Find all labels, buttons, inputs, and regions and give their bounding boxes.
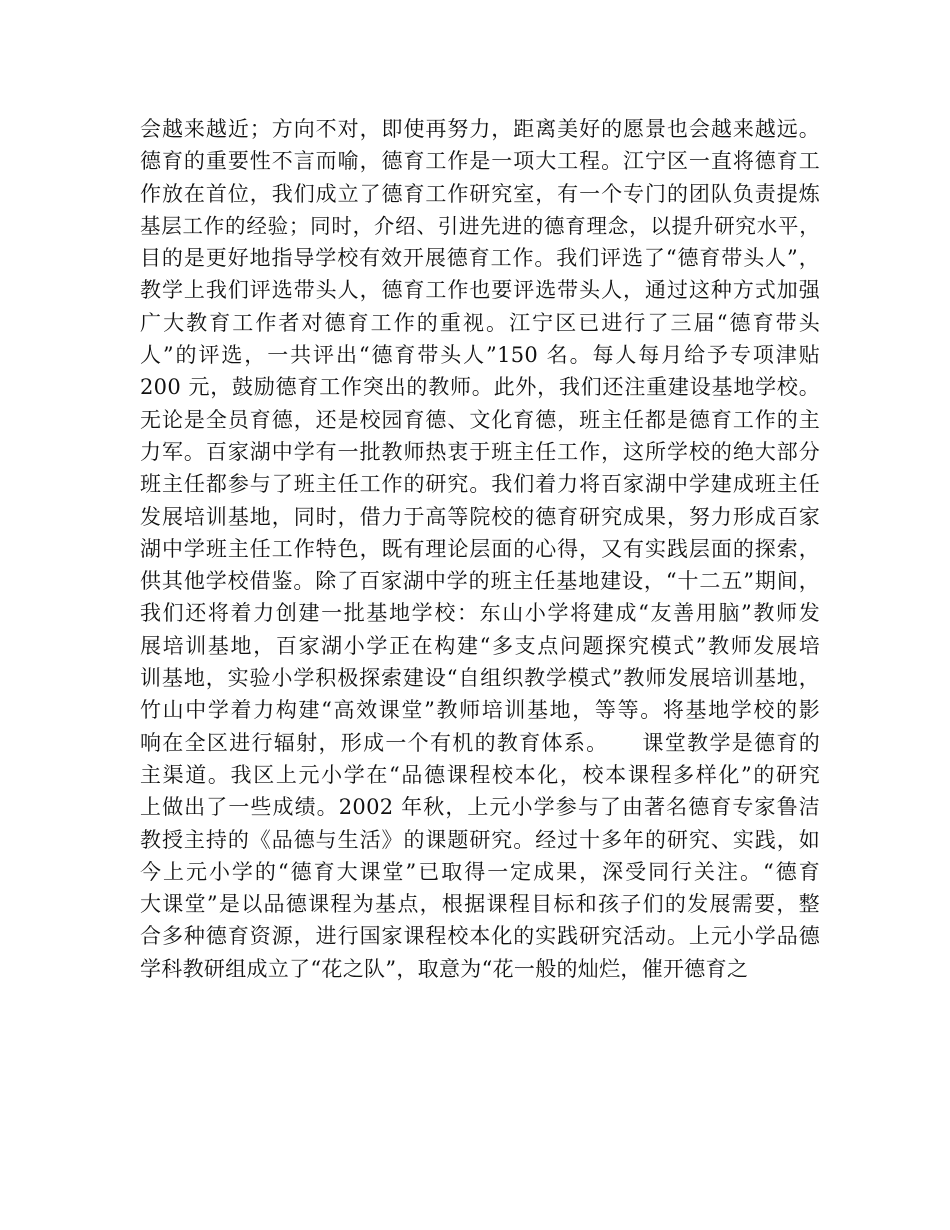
text-line: 响在全区进行辐射，形成一个有机的教育体系。 课堂教学是德育的: [140, 730, 820, 755]
text-line: 德育的重要性不言而喻，德育工作是一项大工程。江宁区一直将德育工: [140, 149, 820, 174]
text-line: 作放在首位，我们成立了德育工作研究室，有一个专门的团队负责提炼: [140, 181, 820, 206]
text-line: 目的是更好地指导学校有效开展德育工作。我们评选了“德育带头人”，: [140, 246, 820, 271]
text-line: 广大教育工作者对德育工作的重视。江宁区已进行了三届“德育带头: [140, 310, 820, 335]
text-line: 力军。百家湖中学有一批教师热衷于班主任工作，这所学校的绝大部分: [140, 439, 820, 464]
text-line: 上做出了一些成绩。2002 年秋，上元小学参与了由著名德育专家鲁洁: [140, 795, 820, 820]
text-line: 主渠道。我区上元小学在“品德课程校本化，校本课程多样化”的研究: [140, 762, 820, 787]
body-text: [140, 113, 820, 985]
text-line: 合多种德育资源，进行国家课程校本化的实践研究活动。上元小学品德: [140, 924, 820, 949]
text-line: 人”的评选，一共评出“德育带头人”150 名。每人每月给予专项津贴: [140, 343, 820, 368]
text-line: 发展培训基地，同时，借力于高等院校的德育研究成果，努力形成百家: [140, 504, 820, 529]
text-line: 大课堂”是以品德课程为基点，根据课程目标和孩子们的发展需要，整: [140, 892, 820, 917]
text-line: 今上元小学的“德育大课堂”已取得一定成果，深受同行关注。“德育: [140, 859, 820, 884]
text-line: 教授主持的《品德与生活》的课题研究。经过十多年的研究、实践，如: [140, 827, 820, 852]
text-line: 训基地，实验小学积极探索建设“自组织教学模式”教师发展培训基地，: [140, 666, 820, 691]
text-line: 基层工作的经验；同时，介绍、引进先进的德育理念，以提升研究水平，: [140, 213, 820, 238]
text-line: 无论是全员育德，还是校园育德、文化育德，班主任都是德育工作的主: [140, 407, 820, 432]
text-line: 班主任都参与了班主任工作的研究。我们着力将百家湖中学建成班主任: [140, 472, 820, 497]
text-line: 湖中学班主任工作特色，既有理论层面的心得，又有实践层面的探索，: [140, 536, 820, 561]
text-line: 学科教研组成立了“花之队”，取意为“花一般的灿烂，催开德育之: [140, 956, 749, 981]
text-line: 竹山中学着力构建“高效课堂”教师培训基地，等等。将基地学校的影: [140, 698, 820, 723]
text-line: 会越来越近；方向不对，即使再努力，距离美好的愿景也会越来越远。: [140, 117, 820, 141]
text-line: 展培训基地，百家湖小学正在构建“多支点问题探究模式”教师发展培: [140, 633, 820, 658]
text-line: 教学上我们评选带头人，德育工作也要评选带头人，通过这种方式加强: [140, 278, 820, 303]
text-line: 200 元，鼓励德育工作突出的教师。此外，我们还注重建设基地学校。: [140, 375, 820, 400]
text-line: 我们还将着力创建一批基地学校：东山小学将建成“友善用脑”教师发: [140, 601, 820, 626]
text-line: 供其他学校借鉴。除了百家湖中学的班主任基地建设，“十二五”期间，: [140, 569, 820, 594]
